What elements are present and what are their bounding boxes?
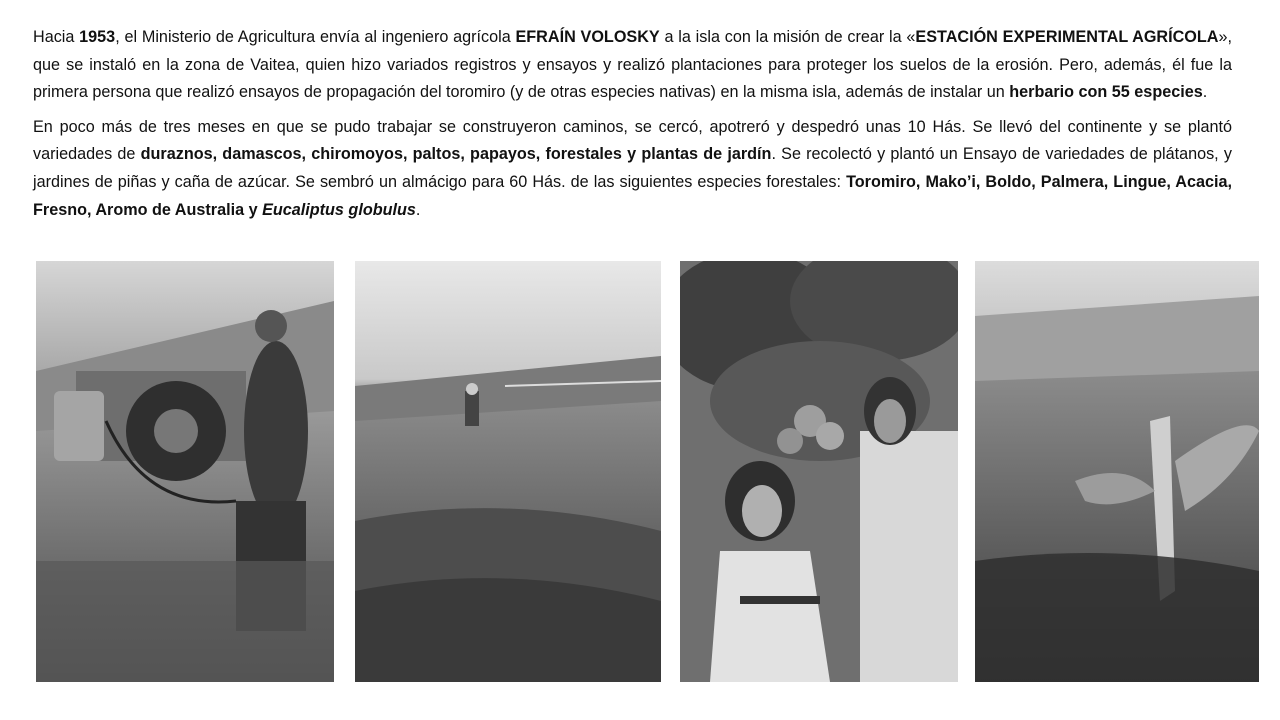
paragraph-1 bbox=[33, 24, 1232, 107]
paragraph-1-text: Hacia bbox=[33, 28, 80, 46]
photo-banana-plantation bbox=[975, 261, 1259, 682]
paragraph-1-text: », que se instaló en la zona de Vaitea, quien hizo variados registros y ensayos y realizó plantaciones para proteger los suelos de la erosión. Pero, además, él fue la primera persona que realizó ensayos de propagación del toromiro (y de otras especies nativas) en la misma isla, además de instalar un bbox=[33, 28, 1232, 102]
paragraph-2-text: En poco más de tres meses en que se pudo trabajar se construyeron caminos, se cercó, apotreró y despedró unas 10 Hás. Se llevó del continente y se plantó variedades de bbox=[33, 117, 1232, 164]
paragraph-2-emphasis: Toromiro, Mako’i, Boldo, Palmera, Lingue, Acacia, Fresno, Aromo de Australia y bbox=[33, 172, 1233, 219]
paragraph-1-emphasis: 1953 bbox=[79, 28, 116, 46]
photo-field-worker bbox=[355, 261, 661, 682]
paragraph-2-emphasis: Eucaliptus globulus bbox=[262, 200, 416, 219]
paragraph-1-text: . bbox=[1202, 83, 1208, 102]
paragraph-1-text: a la isla con la misión de crear la « bbox=[659, 28, 916, 46]
paragraph-2-text: . Se recolectó y plantó un Ensayo de variedades de plátanos, y jardines de piñas y caña de azúcar. Se sembró un almácigo para 60 Hás. de las siguientes especies forestales: bbox=[33, 145, 1232, 191]
paragraph-2 bbox=[33, 114, 1232, 224]
paragraph-1-emphasis: herbario con 55 especies bbox=[1009, 83, 1203, 102]
paragraph-1-emphasis: ESTACIÓN EXPERIMENTAL AGRÍCOLA bbox=[915, 28, 1219, 46]
photo-women-papaya-tree bbox=[680, 261, 958, 682]
paragraph-1-emphasis: EFRAÍN VOLOSKY bbox=[515, 28, 660, 46]
paragraph-2-emphasis: duraznos, damascos, chiromoyos, paltos, papayos, forestales y plantas de jardín bbox=[140, 145, 772, 164]
paragraph-2-text: . bbox=[415, 200, 421, 219]
paragraph-1-text: , el Ministerio de Agricultura envía al ingeniero agrícola bbox=[115, 28, 516, 46]
text-block bbox=[33, 24, 1232, 231]
photo-tractor-workers bbox=[36, 261, 334, 682]
